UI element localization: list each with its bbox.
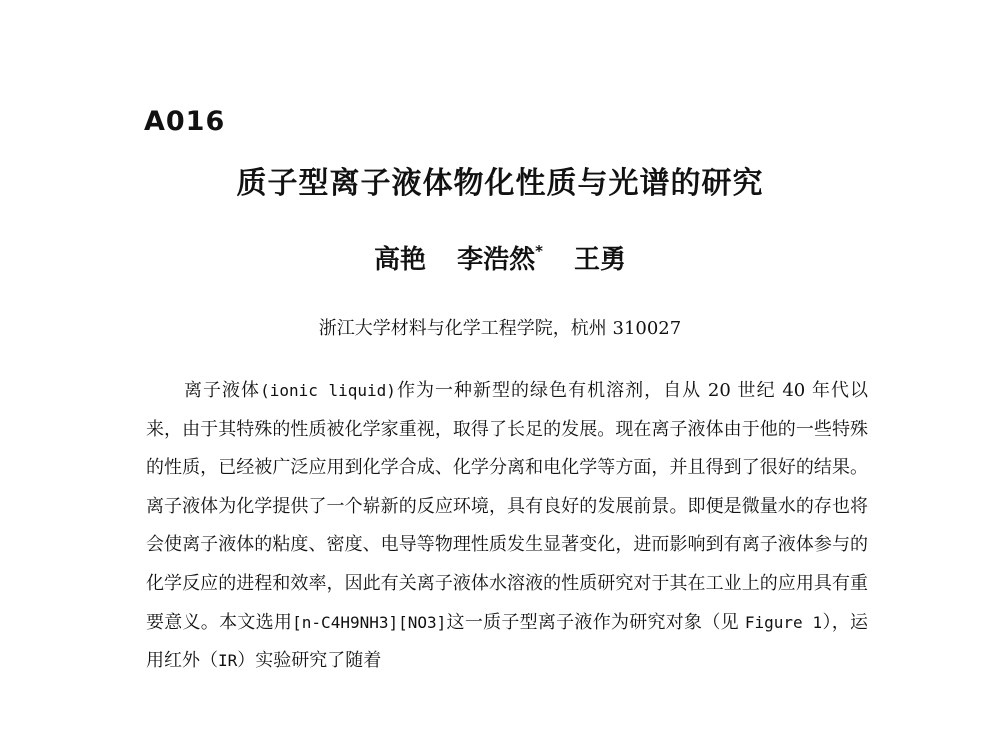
author-name (574, 239, 626, 276)
paper-title: 质子型离子液体物化性质与光谱的研究 (236, 166, 764, 201)
author-list (0, 239, 1000, 276)
body-chemical-formula: [n-C4H9NH3][NO3] (292, 612, 447, 632)
body-term-ir: IR (218, 651, 238, 671)
author-name-text: 高艳 (373, 245, 426, 275)
author-name (457, 239, 543, 276)
body-paragraph (146, 372, 868, 681)
corresponding-author-mark: * (535, 242, 543, 260)
body-text-segment: ），运用红外（ (146, 611, 869, 672)
body-term-ionic-liquid: (ionic liquid) (260, 381, 396, 400)
paper-code: A016 (144, 106, 226, 137)
body-text-segment: 作为一种新型的绿色有机溶剂，自从 20 世纪 40 年代以来，由于其特殊的性质被化学家重视，取得了长足的发展。现在离子液体由于他的一些特殊的性质，已经被广泛应用到化学合成、化学分离和电化学等方面，并且得到了很好的结果。离子液体为化学提供了一个崭新的反应环境，具有良好的发展前景。即便是微量水的存也将会使离子液体的粘度、密度、电导等物理性质发生显著变化，进而影响到有离子液体参与的化学反应的进程和效率，因此有关离子液体水溶液的性质研究对于其在工业上的应用具有重要意义。本文选用 (146, 380, 868, 633)
body-text-segment: 离子液体 (184, 380, 261, 401)
body-text-segment: 这一质子型离子液作为研究对象（见 (446, 611, 745, 633)
author-name (374, 239, 426, 276)
figure-reference: Figure 1 (744, 612, 823, 632)
body-text-segment: ）实验研究了随着 (237, 650, 382, 672)
author-name-text: 李浩然 (457, 245, 536, 275)
author-name-text: 王勇 (574, 245, 627, 275)
affiliation: 浙江大学材料与化学工程学院，杭州 310027 (318, 318, 682, 339)
